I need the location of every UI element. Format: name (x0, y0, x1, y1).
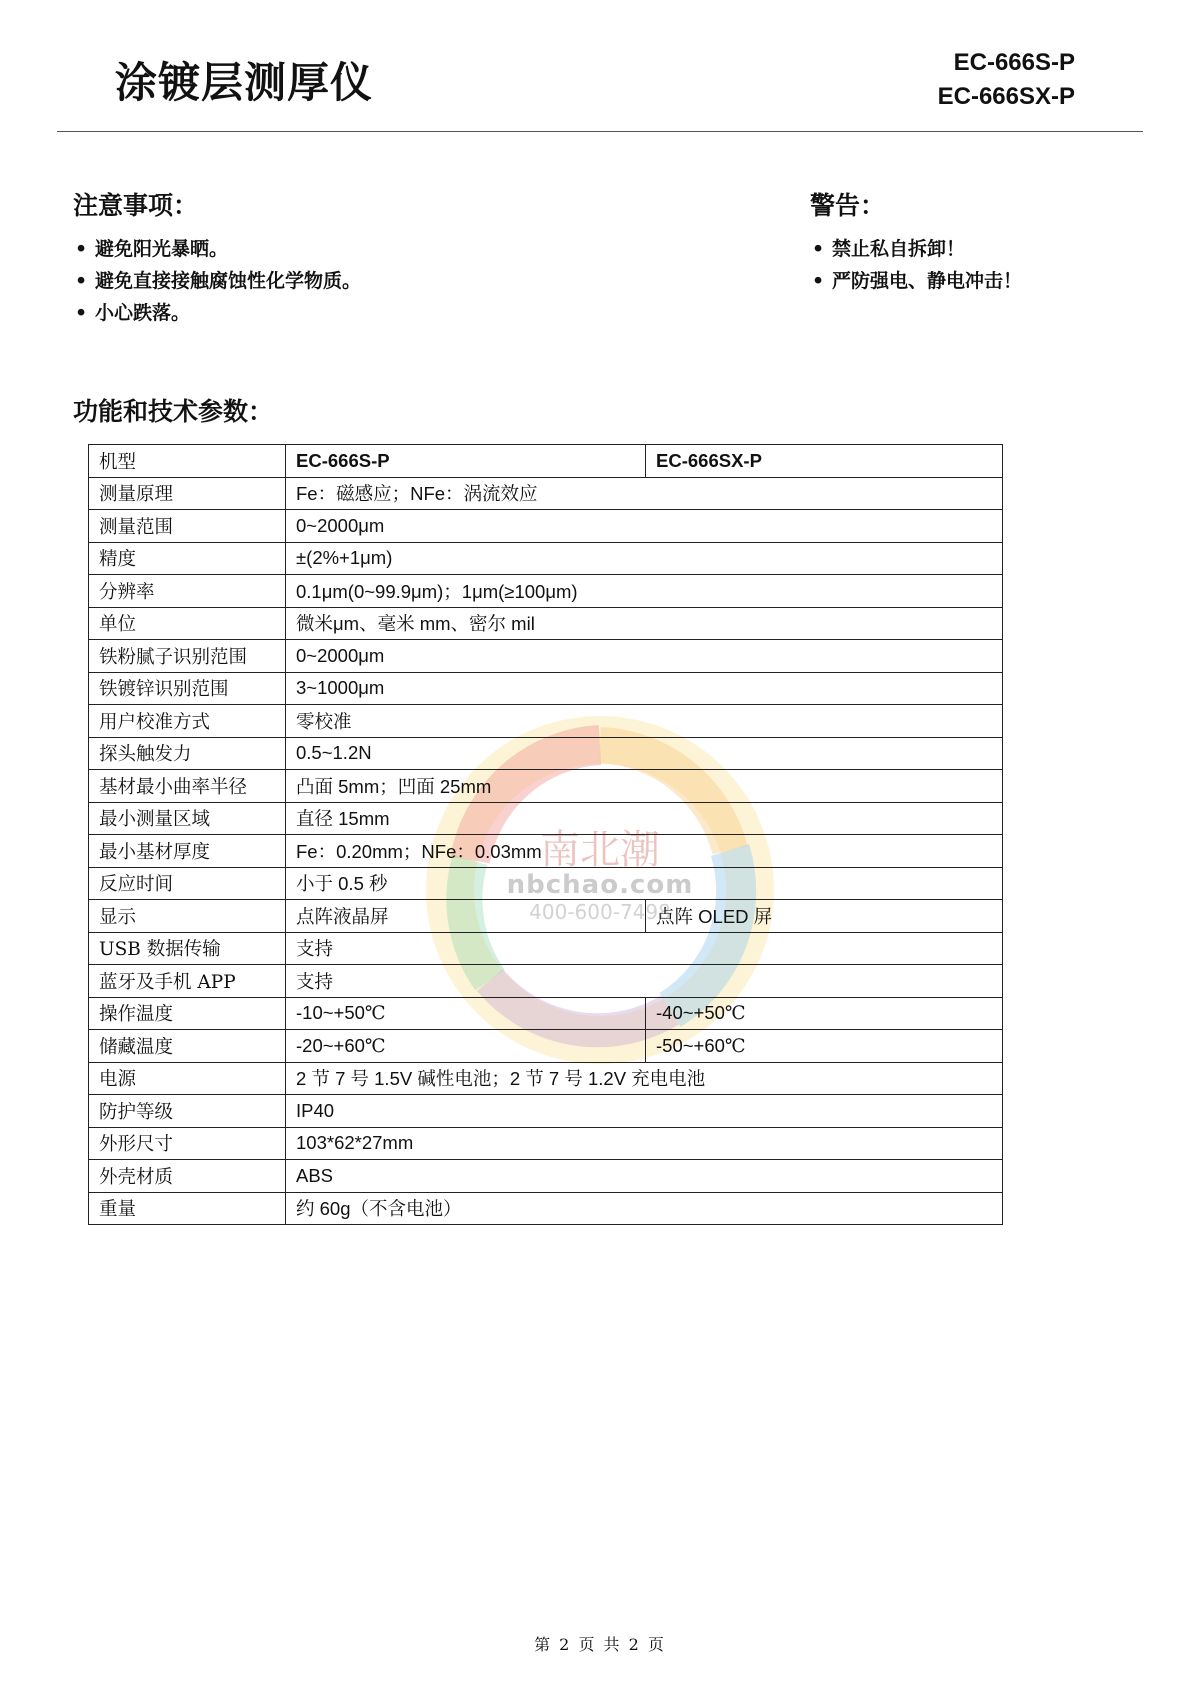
row-value: ABS (286, 1160, 1003, 1193)
warning-heading: 警告： (810, 191, 886, 220)
table-row (89, 1062, 1003, 1095)
row-value: 支持 (286, 965, 1003, 998)
row-value-ec666sx: 点阵 OLED 屏 (646, 900, 1003, 933)
row-label: 铁镀锌识别范围 (89, 672, 286, 705)
row-label: 最小基材厚度 (89, 835, 286, 868)
table-row (89, 575, 1003, 608)
warning-item: • 禁止私自拆卸！ (812, 233, 1022, 265)
notes-item: • 避免直接接触腐蚀性化学物质。 (75, 265, 361, 297)
table-row (89, 510, 1003, 543)
row-value: 零校准 (286, 705, 1003, 738)
table-row (89, 705, 1003, 738)
row-label: 电源 (89, 1062, 286, 1095)
table-row (89, 640, 1003, 673)
table-row (89, 1095, 1003, 1128)
table-row (89, 607, 1003, 640)
table-row (89, 770, 1003, 803)
row-value: 3~1000μm (286, 672, 1003, 705)
row-label: 测量范围 (89, 510, 286, 543)
row-value: 0.5~1.2N (286, 737, 1003, 770)
row-value: ±(2%+1μm) (286, 542, 1003, 575)
watermark-phone: 400-600-7498 (529, 900, 671, 924)
table-row (89, 737, 1003, 770)
warning-list (812, 233, 1022, 297)
row-label: 防护等级 (89, 1095, 286, 1128)
table-row (89, 965, 1003, 998)
row-value-ec666s: -10~+50℃ (286, 997, 646, 1030)
row-value: 103*62*27mm (286, 1127, 1003, 1160)
model-code-2: EC-666SX-P (937, 83, 1075, 110)
row-label: 测量原理 (89, 477, 286, 510)
table-row (89, 900, 1003, 933)
row-label: 操作温度 (89, 997, 286, 1030)
row-label: 分辨率 (89, 575, 286, 608)
row-label: 用户校准方式 (89, 705, 286, 738)
model-code-1: EC-666S-P (953, 49, 1075, 76)
table-row (89, 672, 1003, 705)
row-value: IP40 (286, 1095, 1003, 1128)
row-label: 重量 (89, 1192, 286, 1225)
row-label: 探头触发力 (89, 737, 286, 770)
spec-table (88, 444, 1003, 1225)
row-value: 小于 0.5 秒 (286, 867, 1003, 900)
table-row (89, 1030, 1003, 1063)
table-row (89, 477, 1003, 510)
table-header-cell: EC-666SX-P (646, 445, 1003, 478)
table-row (89, 997, 1003, 1030)
row-label: 外形尺寸 (89, 1127, 286, 1160)
row-label: 蓝牙及手机 APP (89, 965, 286, 998)
row-label: 单位 (89, 607, 286, 640)
page-footer: 第 2 页 共 2 页 (534, 1635, 666, 1654)
table-row (89, 932, 1003, 965)
row-value: 微米μm、毫米 mm、密尔 mil (286, 607, 1003, 640)
row-value-ec666sx: -50~+60℃ (646, 1030, 1003, 1063)
row-value: 直径 15mm (286, 802, 1003, 835)
row-value: Fe：0.20mm；NFe：0.03mm (286, 835, 1003, 868)
table-row (89, 835, 1003, 868)
row-label: 最小测量区域 (89, 802, 286, 835)
row-label: 显示 (89, 900, 286, 933)
row-label: 外壳材质 (89, 1160, 286, 1193)
row-value: Fe：磁感应；NFe：涡流效应 (286, 477, 1003, 510)
row-label: 基材最小曲率半径 (89, 770, 286, 803)
notes-item: • 小心跌落。 (75, 297, 361, 329)
table-row (89, 802, 1003, 835)
row-label: 反应时间 (89, 867, 286, 900)
table-row (89, 542, 1003, 575)
row-label: 铁粉腻子识别范围 (89, 640, 286, 673)
row-value: 0~2000μm (286, 510, 1003, 543)
table-header-row (89, 445, 1003, 478)
row-label: USB 数据传输 (89, 932, 286, 965)
row-value: 凸面 5mm；凹面 25mm (286, 770, 1003, 803)
warning-item: • 严防强电、静电冲击！ (812, 265, 1022, 297)
table-row (89, 867, 1003, 900)
watermark-brand: 南北潮 (540, 827, 660, 873)
header-divider (57, 131, 1143, 132)
row-label: 储藏温度 (89, 1030, 286, 1063)
table-header-cell: EC-666S-P (286, 445, 646, 478)
row-value: 0.1μm(0~99.9μm)；1μm(≥100μm) (286, 575, 1003, 608)
document-title: 涂镀层测厚仪 (115, 58, 374, 107)
notes-item: • 避免阳光暴晒。 (75, 233, 361, 265)
table-row (89, 1192, 1003, 1225)
model-codes (938, 46, 1075, 114)
table-row (89, 1127, 1003, 1160)
notes-list (75, 233, 361, 329)
watermark-site: nbchao.com (506, 870, 694, 900)
table-header-cell: 机型 (89, 445, 286, 478)
specs-heading: 功能和技术参数： (73, 397, 274, 426)
row-value: 0~2000μm (286, 640, 1003, 673)
row-value: 约 60g（不含电池） (286, 1192, 1003, 1225)
row-value: 2 节 7 号 1.5V 碱性电池；2 节 7 号 1.2V 充电电池 (286, 1062, 1003, 1095)
notes-heading: 注意事项： (73, 191, 199, 220)
row-label: 精度 (89, 542, 286, 575)
row-value-ec666s: -20~+60℃ (286, 1030, 646, 1063)
row-value: 支持 (286, 932, 1003, 965)
row-value-ec666s: 点阵液晶屏 (286, 900, 646, 933)
table-row (89, 1160, 1003, 1193)
row-value-ec666sx: -40~+50℃ (646, 997, 1003, 1030)
